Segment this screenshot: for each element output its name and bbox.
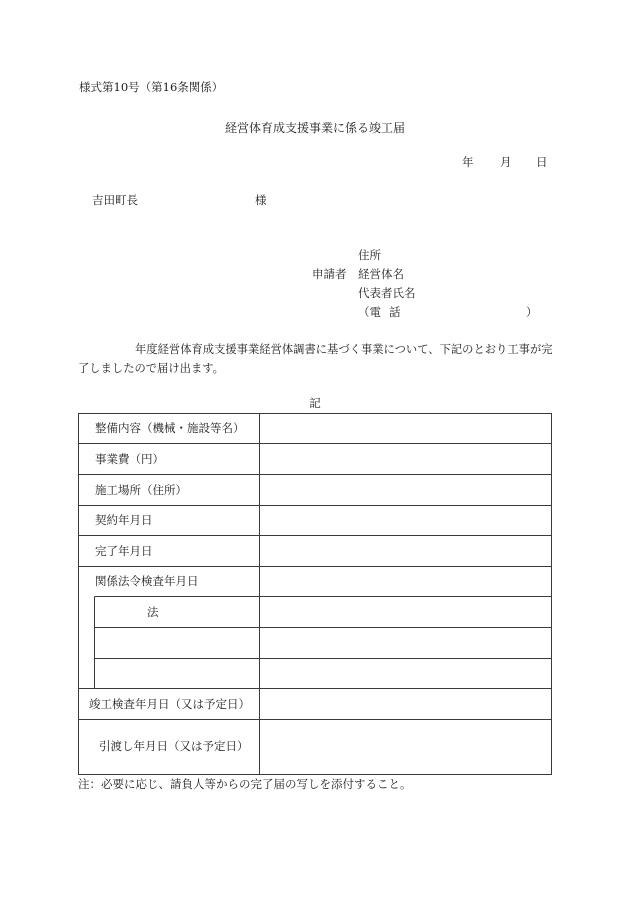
applicant-phone-open: （電 [358,305,381,319]
document-title: 経営体育成支援事業に係る竣工届 [224,121,405,135]
row-label-inspection-date: 竣工検査年月日（又は予定日） [89,697,250,711]
row-label-completion-date: 完了年月日 [95,544,153,558]
date-month-label: 月 [500,155,512,169]
applicant-representative-label: 代表者氏名 [358,286,416,300]
row-label-law: 法 [147,605,159,619]
row-label-facility-content: 整備内容（機械・施設等名） [95,421,245,435]
row-label-legal-inspection: 関係法令検査年月日 [95,574,199,588]
footnote: 注：必要に応じ、請負人等からの完了届の写しを添付すること。 [78,777,412,791]
row-label-contract-date: 契約年月日 [95,513,153,527]
applicant-phone-close: ） [526,305,538,319]
body-paragraph: 年度経営体育成支援事業経営体調書に基づく事業について、下記のとおり工事が完了しましたので届け出ます。 [78,343,553,375]
table-grid [78,413,552,775]
applicant-entity-label: 経営体名 [358,267,404,281]
table-border [79,414,552,775]
record-table [78,413,552,775]
row-label-construction-site: 施工場所（住所） [95,483,187,497]
addressee-name: 吉田町長 [92,193,138,207]
form-number: 様式第10号（第16条関係） [79,80,224,94]
date-day-label: 日 [536,155,548,169]
row-label-project-cost: 事業費（円） [95,452,164,466]
ki-heading: 記 [309,396,321,410]
date-year-label: 年 [462,155,474,169]
applicant-label: 申請者 [312,267,347,281]
row-label-handover-date: 引渡し年月日（又は予定日） [99,739,249,753]
applicant-address-label: 住所 [358,248,381,262]
addressee-honorific: 様 [255,193,267,207]
applicant-phone-char: 話 [389,305,401,319]
